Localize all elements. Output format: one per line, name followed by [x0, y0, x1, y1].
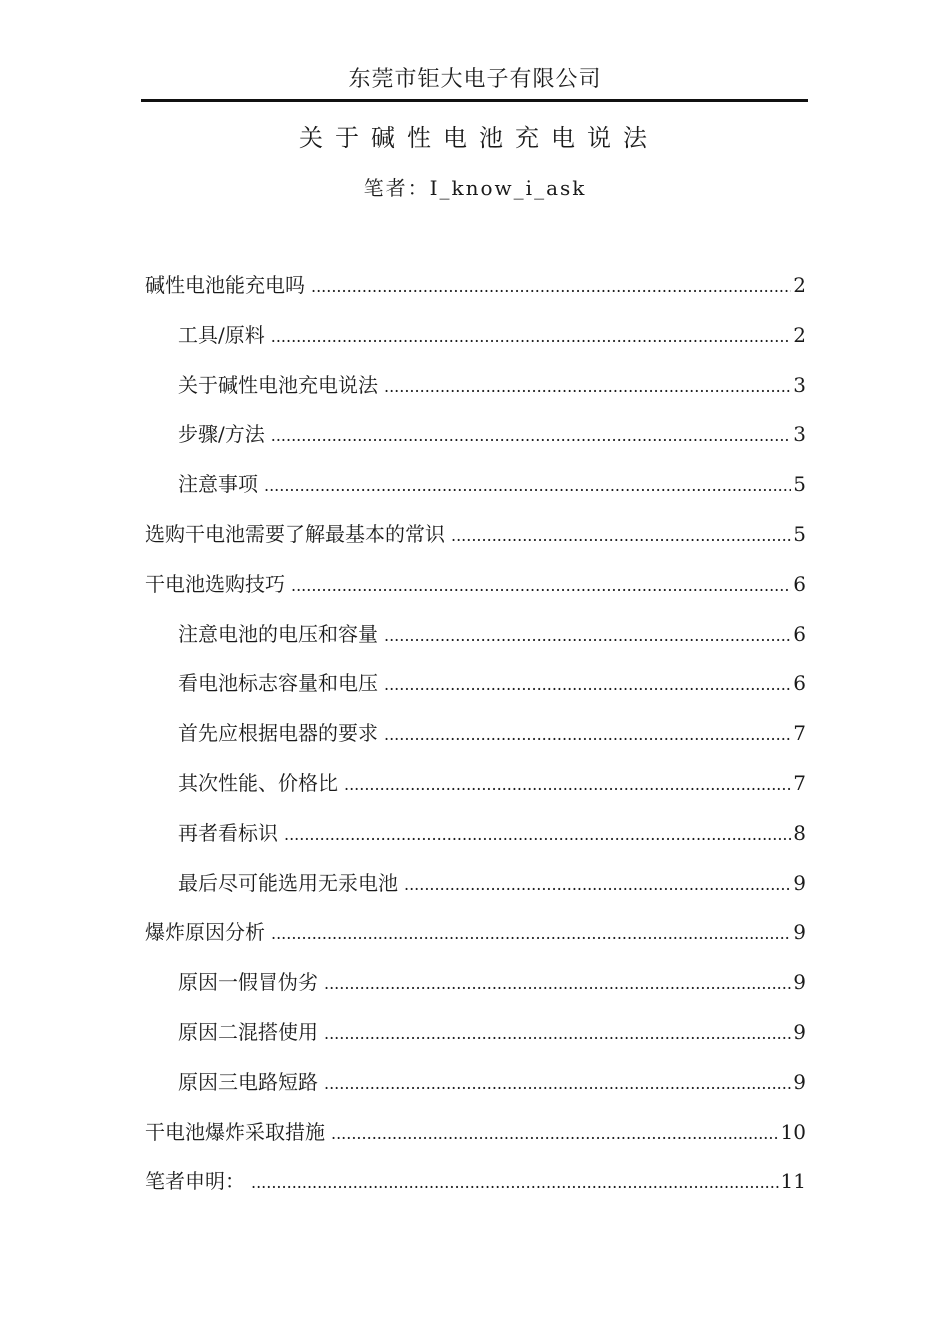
toc-dot-leader [384, 621, 791, 651]
toc-entry[interactable] [145, 668, 806, 718]
document-author: 笔者：I_know_i_ask [363, 176, 587, 200]
toc-dot-leader [324, 969, 791, 999]
toc-dot-leader [404, 870, 791, 900]
toc-dot-leader [384, 372, 791, 402]
toc-entry[interactable] [145, 1067, 806, 1117]
toc-page-number: 3 [793, 372, 806, 397]
toc-dot-leader [331, 1119, 779, 1149]
toc-entry-label: 碱性电池能充电吗 [145, 273, 305, 297]
toc-entry[interactable] [145, 370, 806, 420]
toc-entry-label: 注意事项 [178, 472, 258, 497]
toc-dot-leader [251, 1168, 779, 1198]
toc-page-number: 3 [793, 422, 806, 447]
toc-page-number: 7 [793, 770, 806, 795]
toc-entry-label: 原因二混搭使用 [178, 1019, 318, 1044]
toc-entry-label: 关于碱性电池充电说法 [178, 372, 378, 397]
toc-entry-label: 注意电池的电压和容量 [178, 621, 378, 646]
toc-page-number: 5 [793, 472, 806, 497]
toc-entry[interactable] [145, 718, 806, 768]
toc-page-number: 5 [793, 521, 806, 546]
toc-entry-label: 干电池选购技巧 [145, 571, 285, 596]
toc-dot-leader [271, 322, 792, 352]
toc-entry[interactable] [145, 270, 806, 320]
toc-page-number: 9 [793, 1019, 806, 1044]
toc-page-number: 6 [793, 671, 806, 696]
toc-entry[interactable] [145, 818, 806, 868]
toc-page-number: 6 [793, 621, 806, 646]
toc-entry-label: 原因三电路短路 [178, 1069, 318, 1094]
toc-entry[interactable] [145, 469, 806, 519]
toc-entry[interactable] [145, 619, 806, 669]
toc-dot-leader [271, 421, 792, 451]
toc-entry[interactable] [145, 1117, 806, 1167]
toc-entry-label: 首先应根据电器的要求 [178, 721, 378, 746]
header-company-name: 东莞市钜大电子有限公司 [348, 67, 602, 92]
toc-dot-leader [284, 820, 791, 850]
toc-page-number: 2 [793, 322, 806, 347]
toc-entry[interactable] [145, 519, 806, 569]
toc-entry[interactable] [145, 768, 806, 818]
toc-page-number: 2 [793, 273, 806, 297]
toc-entry-label: 爆炸原因分析 [145, 920, 265, 945]
toc-entry-label: 工具/原料 [178, 322, 265, 347]
toc-entry-label: 笔者申明： [145, 1169, 245, 1194]
toc-dot-leader [324, 1069, 791, 1099]
toc-dot-leader [384, 720, 791, 750]
toc-page-number: 6 [793, 571, 806, 596]
toc-dot-leader [324, 1019, 791, 1049]
toc-entry[interactable] [145, 868, 806, 918]
toc-entry-label: 其次性能、价格比 [178, 770, 338, 795]
toc-page-number: 10 [780, 1119, 806, 1144]
header-divider [141, 99, 808, 102]
toc-entry[interactable] [145, 569, 806, 619]
toc-entry-label: 看电池标志容量和电压 [178, 671, 378, 696]
toc-dot-leader [264, 471, 791, 501]
toc-page-number: 9 [793, 970, 806, 995]
toc-page-number: 11 [780, 1169, 806, 1194]
toc-entry[interactable] [145, 419, 806, 469]
toc-dot-leader [344, 770, 791, 800]
table-of-contents [145, 270, 806, 1216]
toc-page-number: 9 [793, 1069, 806, 1094]
toc-page-number: 7 [793, 721, 806, 746]
toc-page-number: 9 [793, 920, 806, 945]
toc-entry-label: 干电池爆炸采取措施 [145, 1119, 325, 1144]
toc-page-number: 9 [793, 870, 806, 895]
toc-dot-leader [451, 521, 791, 551]
toc-entry-label: 最后尽可能选用无汞电池 [178, 870, 398, 895]
toc-entry-label: 再者看标识 [178, 820, 278, 845]
toc-entry[interactable] [145, 1017, 806, 1067]
toc-entry[interactable] [145, 320, 806, 370]
toc-page-number: 8 [793, 820, 806, 845]
toc-entry-label: 原因一假冒伪劣 [178, 970, 318, 995]
toc-entry-label: 选购干电池需要了解最基本的常识 [145, 521, 445, 546]
toc-dot-leader [291, 571, 791, 601]
toc-entry[interactable] [145, 967, 806, 1017]
toc-dot-leader [271, 919, 791, 949]
toc-entry[interactable] [145, 1166, 806, 1216]
document-title: 关于碱性电池充电说法 [299, 124, 659, 152]
toc-entry[interactable] [145, 917, 806, 967]
toc-entry-label: 步骤/方法 [178, 422, 265, 447]
toc-dot-leader [384, 670, 791, 700]
toc-dot-leader [311, 272, 791, 302]
